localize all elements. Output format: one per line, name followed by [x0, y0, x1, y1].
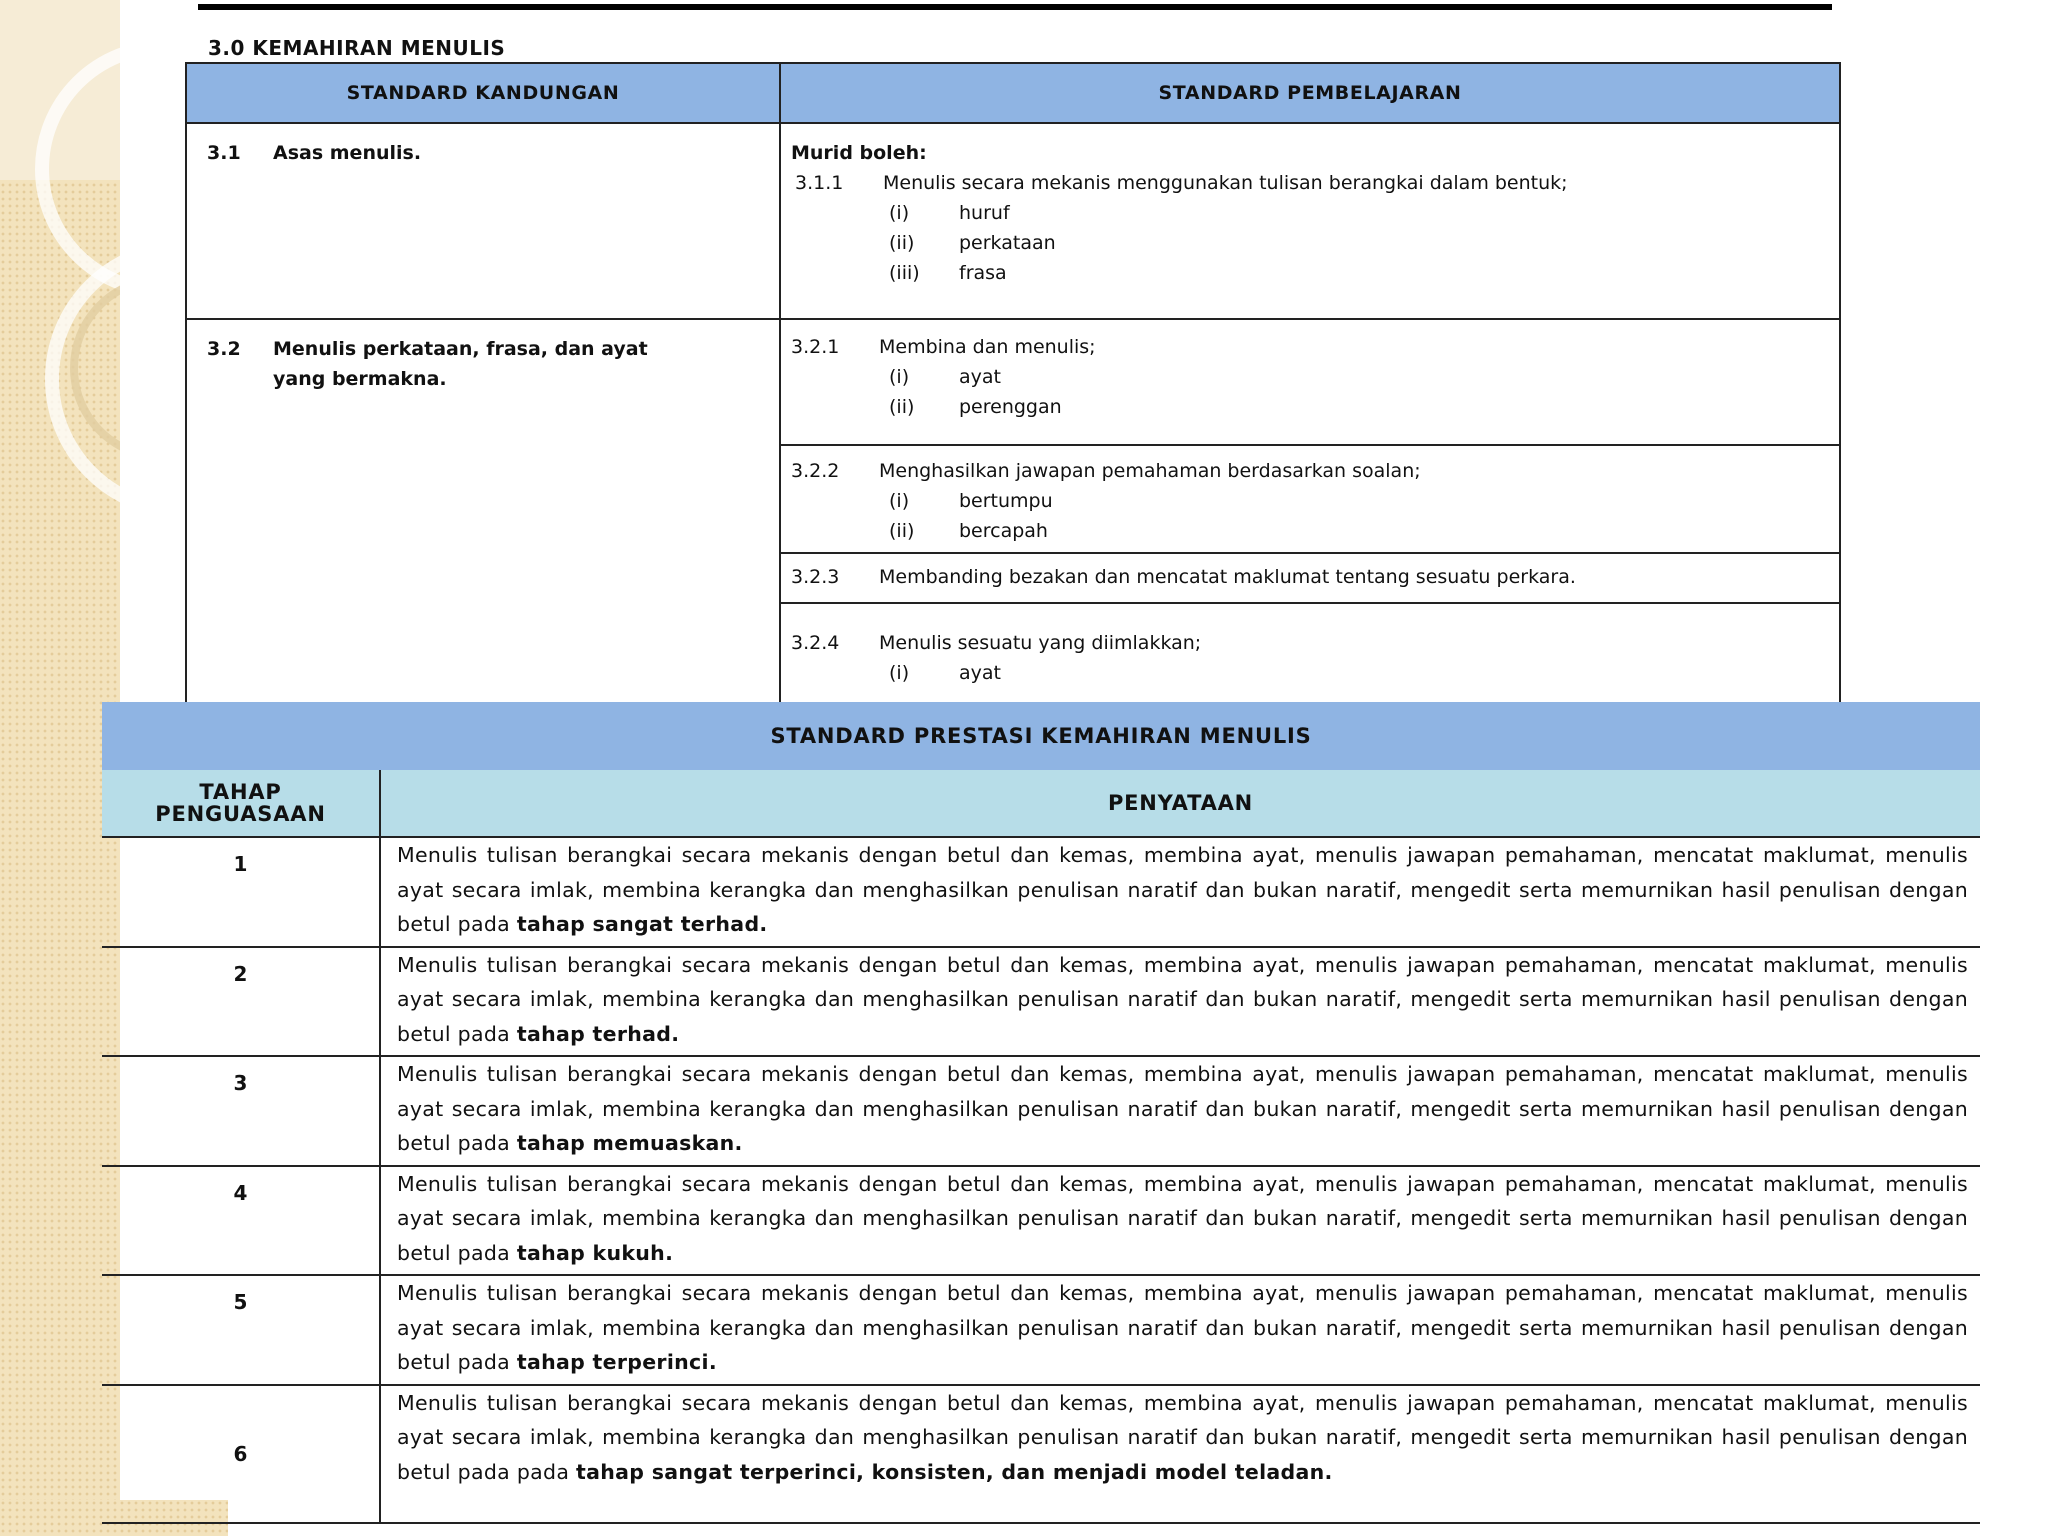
standard-row-3-1: [186, 123, 1840, 319]
level-number: 4: [102, 1166, 380, 1276]
standards-header-row: [186, 63, 1840, 123]
sub-text: bertumpu: [959, 490, 1053, 512]
sub-text: ayat: [959, 662, 1001, 684]
performance-row: [102, 1056, 1980, 1166]
standard-pembelajaran-cell: [780, 603, 1840, 703]
statement-level-phrase: tahap memuaskan.: [516, 1131, 743, 1155]
statement-level-phrase: tahap kukuh.: [516, 1240, 674, 1265]
top-rule: [198, 4, 1832, 10]
statement-text: Menulis tulisan berangkai secara mekanis dengan betul dan kemas, membina ayat, menulis jawapan pemahaman, mencatat maklumat, menulis ayat secara imlak, membina kerangka dan menghasilkan penulisan naratif dan bukan naratif, mengedit serta memurnikan hasil penulisan dengan betul pada: [397, 1062, 1969, 1155]
level-number: 6: [102, 1385, 380, 1523]
sub-text: ayat: [959, 366, 1001, 388]
statement-text: Menulis tulisan berangkai secara mekanis dengan betul dan kemas, membina ayat, menulis jawapan pemahaman, mencatat maklumat, menulis ayat secara imlak, membina kerangka dan menghasilkan penulisan naratif dan bukan naratif, mengedit serta memurnikan hasil penulisan dengan betul pada pada: [397, 1390, 1969, 1484]
statement-text: Menulis tulisan berangkai secara mekanis dengan betul dan kemas, membina ayat, menulis jawapan pemahaman, mencatat maklumat, menulis ayat secara imlak, membina kerangka dan menghasilkan penulisan naratif dan bukan naratif, mengedit serta memurnikan hasil penulisan dengan betul pada: [397, 952, 1969, 1046]
sub-text: perenggan: [959, 396, 1062, 418]
standard-row-3-2: [186, 319, 1840, 445]
sub-roman: (ii): [889, 396, 915, 418]
standard-title-line: Menulis perkataan, frasa, dan ayat: [273, 338, 648, 360]
performance-table-title: STANDARD PRESTASI KEMAHIRAN MENULIS: [102, 702, 1980, 770]
standard-pembelajaran-cell: [780, 319, 1840, 445]
statement-text: Menulis tulisan berangkai secara mekanis dengan betul dan kemas, membina ayat, menulis jawapan pemahaman, mencatat maklumat, menulis ayat secara imlak, membina kerangka dan menghasilkan penulisan naratif dan bukan naratif, mengedit serta memurnikan hasil penulisan dengan betul pada: [397, 1171, 1969, 1265]
statement-level-phrase: tahap sangat terperinci, konsisten, dan menjadi model teladan.: [576, 1459, 1333, 1484]
learning-code: 3.2.1: [791, 336, 840, 358]
murid-boleh-label: Murid boleh:: [791, 142, 927, 164]
learning-text: Membanding bezakan dan mencatat maklumat tentang sesuatu perkara.: [879, 566, 1576, 588]
performance-row: [102, 1166, 1980, 1276]
tahap-header-line: TAHAP: [199, 780, 282, 804]
learning-code: 3.2.2: [791, 460, 840, 482]
standard-title: Asas menulis.: [273, 142, 422, 164]
standard-title-line: yang bermakna.: [273, 368, 447, 390]
level-statement: [380, 947, 1980, 1057]
learning-code: 3.2.4: [791, 632, 840, 654]
level-number: 2: [102, 947, 380, 1057]
standard-pembelajaran-cell: [780, 445, 1840, 553]
learning-code: 3.2.3: [791, 566, 840, 588]
learning-text: Menulis secara mekanis menggunakan tulisan berangkai dalam bentuk;: [883, 172, 1568, 194]
performance-row: [102, 1275, 1980, 1385]
section-title: 3.0 KEMAHIRAN MENULIS: [208, 36, 506, 60]
sub-text: bercapah: [959, 520, 1048, 542]
standards-table: [185, 62, 1841, 704]
tahap-penguasaan-header: [102, 770, 380, 837]
level-statement: [380, 1385, 1980, 1523]
learning-text: Menulis sesuatu yang diimlakkan;: [879, 632, 1202, 654]
standard-pembelajaran-cell: [780, 123, 1840, 319]
sub-text: perkataan: [959, 232, 1056, 254]
learning-text: Membina dan menulis;: [879, 336, 1096, 358]
standard-kandungan-cell: [186, 123, 780, 319]
level-statement: [380, 1056, 1980, 1166]
performance-row: [102, 837, 1980, 947]
statement-level-phrase: tahap terhad.: [516, 1021, 680, 1046]
performance-row: [102, 947, 1980, 1057]
learning-text: Menghasilkan jawapan pemahaman berdasarkan soalan;: [879, 460, 1421, 482]
level-statement: [380, 1275, 1980, 1385]
standard-title: [273, 334, 733, 394]
standard-code: 3.1: [207, 142, 241, 164]
penyataan-header: PENYATAAN: [380, 770, 1980, 837]
sub-roman: (i): [889, 366, 910, 388]
statement-level-phrase: tahap sangat terhad.: [516, 912, 768, 936]
statement-level-phrase: tahap terperinci.: [516, 1350, 717, 1374]
performance-title-row: [102, 702, 1980, 770]
statement-text: Menulis tulisan berangkai secara mekanis dengan betul dan kemas, membina ayat, menulis jawapan pemahaman, mencatat maklumat, menulis ayat secara imlak, membina kerangka dan menghasilkan penulisan naratif dan bukan naratif, mengedit serta memurnikan hasil penulisan dengan betul pada: [397, 1281, 1969, 1374]
performance-row: [102, 1385, 1980, 1523]
level-statement: [380, 837, 1980, 947]
level-number: 5: [102, 1275, 380, 1385]
sub-text: frasa: [959, 262, 1007, 284]
performance-standard-table: [102, 702, 1980, 1524]
sub-text: huruf: [959, 202, 1010, 224]
standard-pembelajaran-cell: [780, 553, 1840, 603]
level-statement: [380, 1166, 1980, 1276]
standard-code: 3.2: [207, 338, 241, 360]
level-number: 1: [102, 837, 380, 947]
sub-roman: (i): [889, 662, 910, 684]
sub-roman: (i): [889, 202, 910, 224]
level-number: 3: [102, 1056, 380, 1166]
performance-header-row: [102, 770, 1980, 837]
sub-roman: (ii): [889, 232, 915, 254]
statement-text: Menulis tulisan berangkai secara mekanis dengan betul dan kemas, membina ayat, menulis jawapan pemahaman, mencatat maklumat, menulis ayat secara imlak, membina kerangka dan menghasilkan penulisan naratif dan bukan naratif, mengedit serta memurnikan hasil penulisan dengan betul pada: [397, 843, 1969, 936]
standard-kandungan-header: STANDARD KANDUNGAN: [186, 63, 780, 123]
sub-roman: (ii): [889, 520, 915, 542]
tahap-header-line: PENGUASAAN: [155, 802, 326, 826]
learning-code: 3.1.1: [795, 172, 844, 194]
sub-roman: (iii): [889, 262, 920, 284]
standard-pembelajaran-header: STANDARD PEMBELAJARAN: [780, 63, 1840, 123]
standard-kandungan-cell: [186, 319, 780, 703]
sub-roman: (i): [889, 490, 910, 512]
